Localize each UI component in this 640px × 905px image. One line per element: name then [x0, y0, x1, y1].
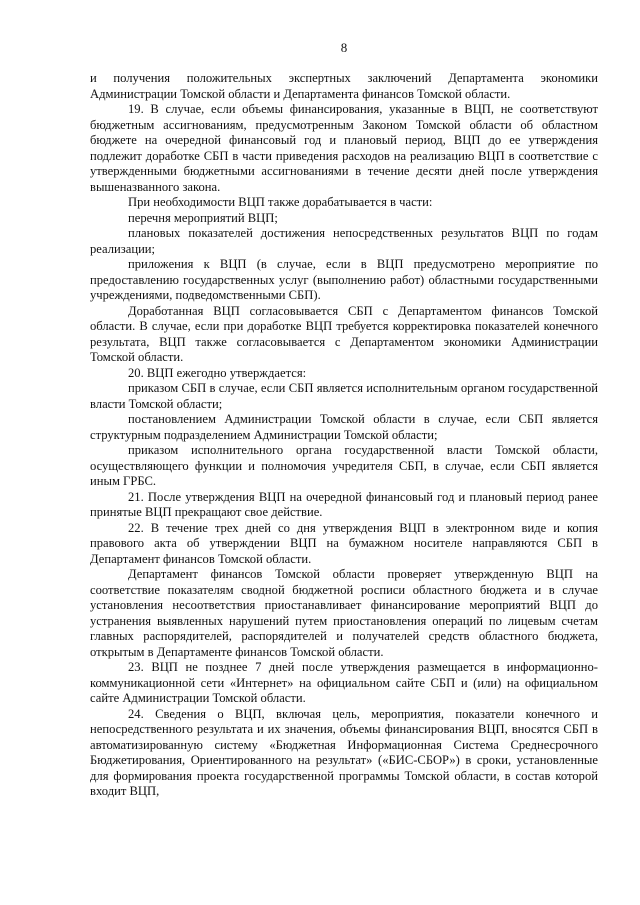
paragraph-item-23: 23. ВЦП не позднее 7 дней после утверждения размещается в информационно-коммуникационной сети «Интернет» на официальном сайте СБП и (или) на официальном сайте Администрации Томской области. — [90, 660, 598, 705]
paragraph-item-24: 24. Сведения о ВЦП, включая цель, мероприятия, показатели конечного и непосредственного результата и их значения, объемы финансирования ВЦП, вносятся СБП в автоматизированную систему «Бюджетная Информационная Система Среднесрочного Бюджетирования, Ориентированного на результат» («БИС-СБОР») в сроки, установленные для формирования проекта государственной программы Томской области, в состав которой входит ВЦП, — [90, 706, 598, 798]
paragraph: приказом исполнительного органа государственной власти Томской области, осуществляющего функции и полномочия учредителя СБП, в случае, если СБП является иным ГРБС. — [90, 443, 598, 488]
paragraph: плановых показателей достижения непосредственных результатов ВЦП по годам реализации; — [90, 226, 598, 256]
paragraph-continuation: и получения положительных экспертных заключений Департамента экономики Администрации Томской области и Департамента финансов Томской области. — [90, 71, 598, 101]
paragraph: При необходимости ВЦП также дорабатывается в части: — [128, 195, 433, 209]
document-body — [90, 71, 598, 800]
paragraph: приложения к ВЦП (в случае, если в ВЦП предусмотрено мероприятие по предоставлению государственных услуг (выполнению работ) областными государственными учреждениями, подведомственными СБП). — [90, 257, 598, 302]
paragraph: приказом СБП в случае, если СБП является исполнительным органом государственной власти Томской области; — [90, 381, 598, 411]
paragraph: перечня мероприятий ВЦП; — [128, 210, 278, 225]
paragraph: Департамент финансов Томской области проверяет утвержденную ВЦП на соответствие показателям сводной бюджетной росписи областного бюджета и в случае установления несоответствия приостанавливает финансирование мероприятий ВЦП до устранения выявленных нарушений путем приостановления операций по лицевым счетам главных распорядителей, распорядителей и получателей средств областного бюджета, открытым в Департаменте финансов Томской области. — [90, 567, 598, 659]
paragraph: Доработанная ВЦП согласовывается СБП с Департаментом финансов Томской области. В случае, если при доработке ВЦП требуется корректировка показателей конечного результата, ВЦП также согласовывается с Департаментом экономики Администрации Томской области. — [90, 303, 598, 364]
page-number: 8 — [340, 40, 348, 55]
paragraph-item-20: 20. ВЦП ежегодно утверждается: — [128, 365, 307, 380]
paragraph: постановлением Администрации Томской области в случае, если СБП является структурным подразделением Администрации Томской области; — [90, 412, 598, 442]
paragraph-item-22: 22. В течение трех дней со дня утверждения ВЦП в электронном виде и копия правового акта об утверждении ВЦП на бумажном носителе направляются СБП в Департамент финансов Томской области. — [90, 520, 598, 566]
paragraph-item-19: 19. В случае, если объемы финансирования, указанные в ВЦП, не соответствуют бюджетным ассигнованиям, предусмотренным Законом Томской области об областном бюджете на очередной финансовый год и плановый период, ВЦП до ее утверждения подлежит доработке СБП в части приведения расходов на реализацию ВЦП в соответствие с утвержденными бюджетными ассигнованиями в течение десяти дней после утверждения вышеназванного закона. — [90, 102, 598, 194]
paragraph-item-21: 21. После утверждения ВЦП на очередной финансовый год и плановый период ранее принятые ВЦП прекращают свое действие. — [90, 489, 598, 519]
